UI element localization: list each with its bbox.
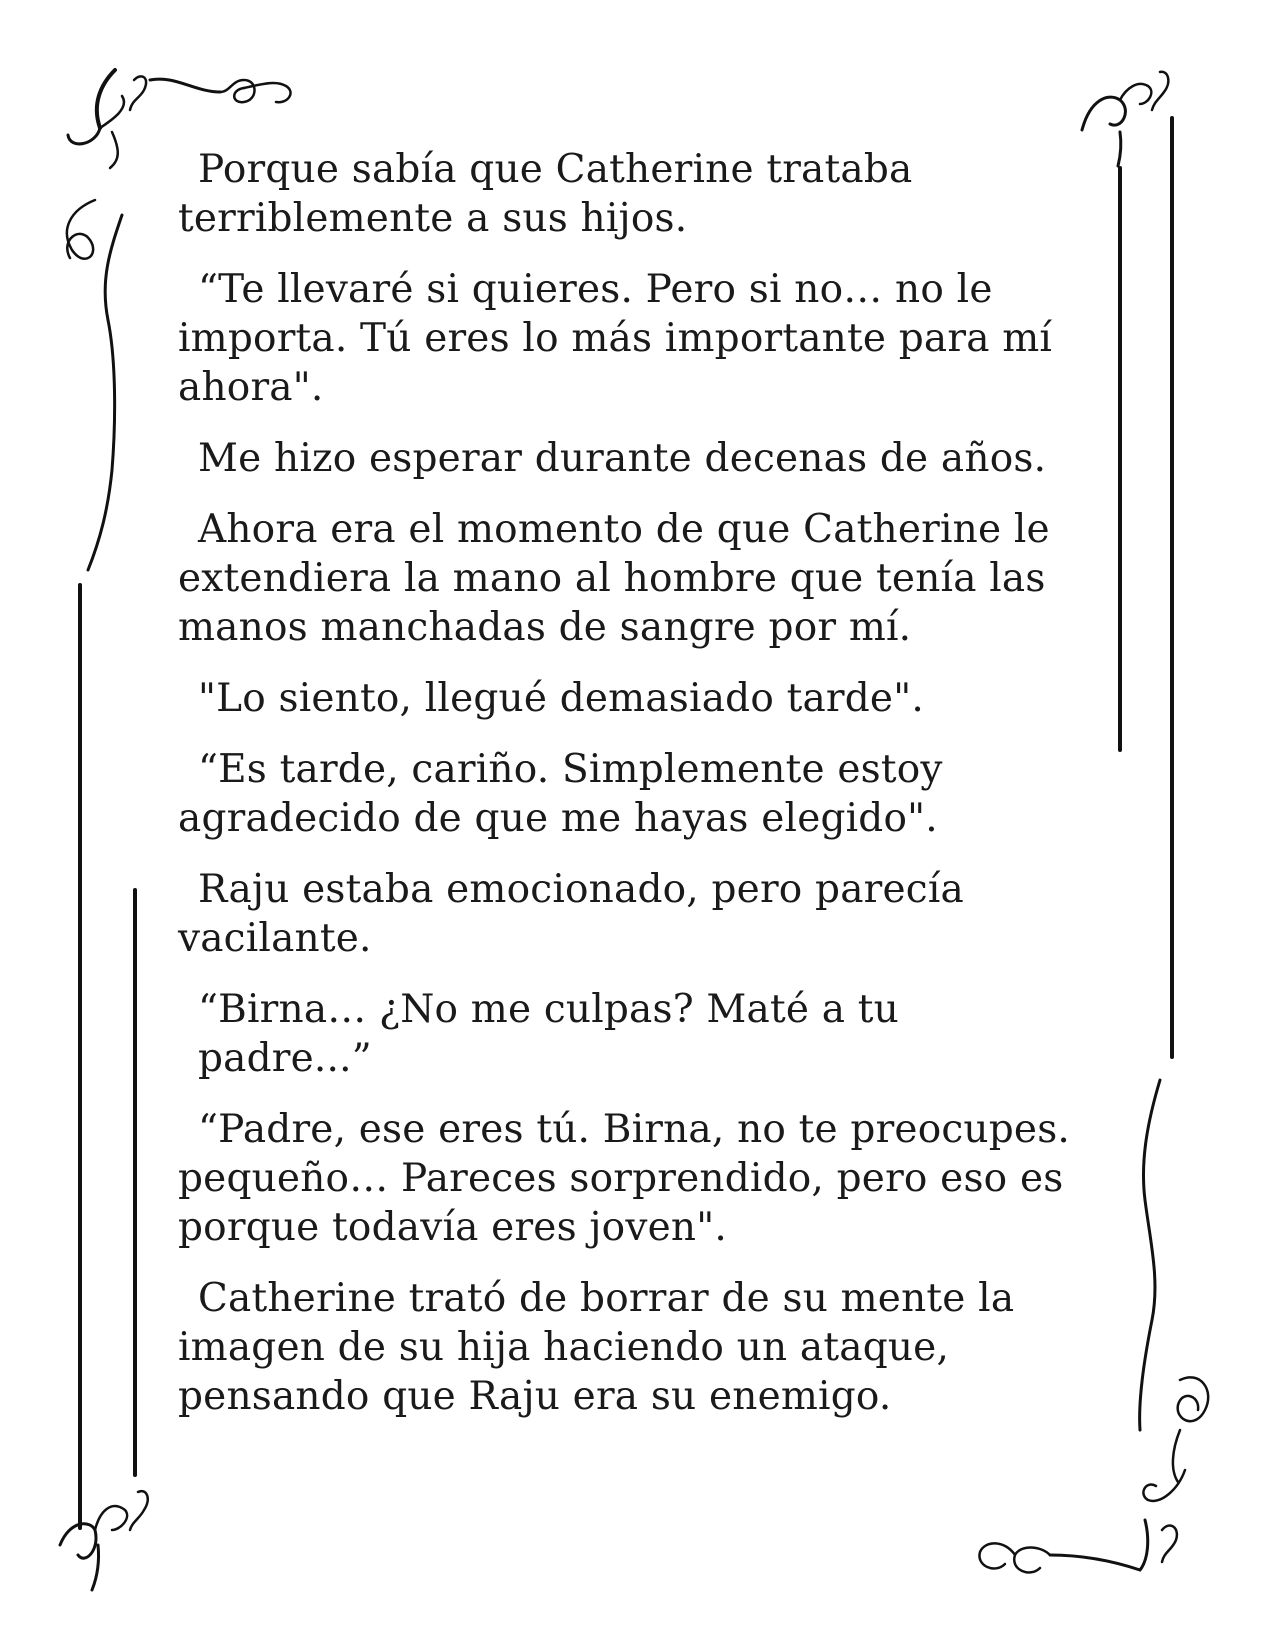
text-line: vacilante.: [178, 916, 372, 961]
text-line: “Padre, ese eres tú. Birna, no te preocupes.: [198, 1107, 1070, 1152]
text-line: porque todavía eres joven".: [178, 1205, 727, 1250]
text-line: pequeño… Pareces sorprendido, pero eso es: [178, 1156, 1064, 1201]
paragraph: [178, 865, 1078, 963]
text-line: importa. Tú eres lo más importante para mí: [178, 316, 1053, 361]
text-line: "Lo siento, llegué demasiado tarde".: [198, 676, 924, 721]
paragraph: [178, 745, 1078, 843]
paragraph: [178, 985, 1078, 1083]
paragraph: [178, 505, 1078, 652]
text-line: manos manchadas de sangre por mí.: [178, 605, 912, 650]
text-line: extendiera la mano al hombre que tenía las: [178, 556, 1046, 601]
paragraph: [178, 1274, 1078, 1421]
flourish-top-right-icon: [1082, 72, 1168, 166]
text-line: Raju estaba emocionado, pero parecía: [198, 867, 964, 912]
text-line: ahora".: [178, 365, 324, 410]
paragraph: [178, 265, 1078, 412]
text-line: Ahora era el momento de que Catherine le: [198, 507, 1050, 552]
paragraph: [178, 145, 1078, 243]
text-line: Catherine trató de borrar de su mente la: [198, 1276, 1015, 1321]
text-line: “Es tarde, cariño. Simplemente estoy: [198, 747, 943, 792]
text-line: terriblemente a sus hijos.: [178, 196, 688, 241]
text-line: imagen de su hija haciendo un ataque,: [178, 1325, 950, 1370]
body-text: [178, 145, 1078, 1443]
text-line: Me hizo esperar durante decenas de años.: [198, 436, 1047, 481]
text-line: “Te llevaré si quieres. Pero si no… no le: [198, 267, 993, 312]
text-line: Porque sabía que Catherine trataba: [198, 147, 913, 192]
paragraph: [178, 1105, 1078, 1252]
flourish-bottom-left-icon: [60, 1491, 148, 1590]
text-line: “Birna… ¿No me culpas? Maté a tu padre...”: [198, 987, 899, 1081]
text-line: agradecido de que me hayas elegido".: [178, 796, 938, 841]
paragraph: [178, 674, 1078, 723]
paragraph: [178, 434, 1078, 483]
text-line: pensando que Raju era su enemigo.: [178, 1374, 892, 1419]
